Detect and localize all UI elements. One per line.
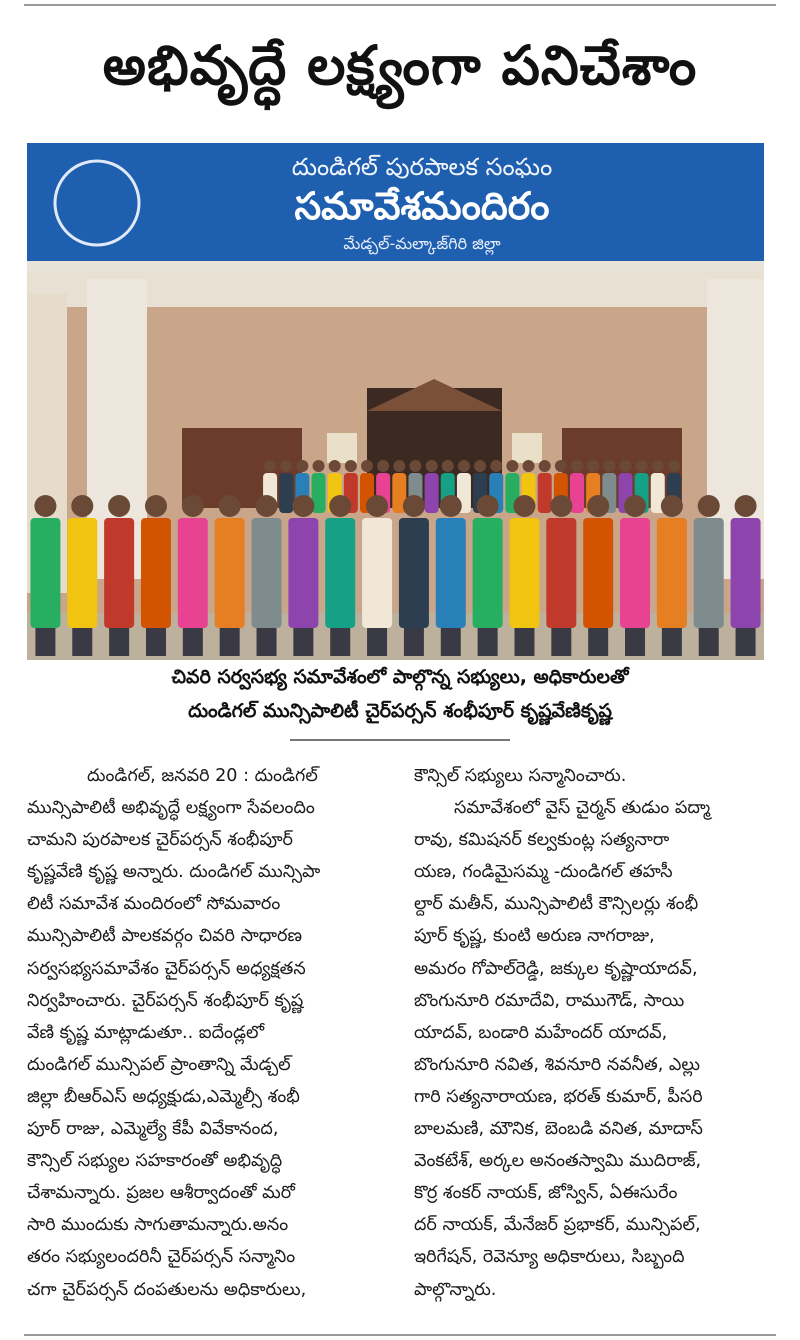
person-figure bbox=[546, 518, 576, 628]
person-legs bbox=[293, 628, 313, 656]
article-line: కౌన్సిల్ సభ్యులు సన్మానించారు. bbox=[414, 766, 627, 786]
headline: అభివృద్ధే లక్ష్యంగా పనిచేశాం bbox=[102, 34, 698, 97]
person-head bbox=[539, 460, 551, 472]
ground bbox=[27, 613, 764, 660]
article-line: కొర్ర శంకర్ నాయక్, జోస్విన్, ఏఈసురేం bbox=[414, 1183, 678, 1204]
person-head bbox=[661, 495, 683, 517]
article-line: పూర్ రాజు, ఎమ్మెల్యే కేపీ వివేకానంద, bbox=[27, 1119, 279, 1140]
article-line: ఇరిగేషన్, రెవెన్యూ అధికారులు, సిబ్బంది bbox=[414, 1247, 685, 1268]
person-legs bbox=[72, 628, 92, 656]
sign-line3: మేడ్చల్-మల్కాజ్‌గిరి జిల్లా bbox=[343, 234, 501, 253]
article-line: బాలమణి, మౌనిక, బెంబడి వనిత, మాదాస్ bbox=[414, 1119, 703, 1140]
caption-divider bbox=[290, 739, 510, 741]
person-head bbox=[256, 495, 278, 517]
person-head bbox=[490, 460, 502, 472]
article-line: చేశామన్నారు. ప్రజల ఆశీర్వాదంతో మరో bbox=[27, 1183, 295, 1204]
person-head bbox=[219, 495, 241, 517]
person-head bbox=[603, 460, 615, 472]
person-legs bbox=[109, 628, 129, 656]
person-figure bbox=[67, 518, 97, 628]
person-head bbox=[145, 495, 167, 517]
person-figure bbox=[141, 518, 171, 628]
person-legs bbox=[441, 628, 461, 656]
person-head bbox=[668, 460, 680, 472]
person-head bbox=[698, 495, 720, 517]
person-head bbox=[377, 460, 389, 472]
article-line: పాల్గొన్నారు. bbox=[414, 1279, 497, 1300]
article-line: లిటీ సమావేశ మందిరంలో సోమవారం bbox=[27, 894, 281, 915]
article-line: కృష్ణవేణి కృష్ణ అన్నారు. దుండిగల్ మున్సిపా bbox=[27, 862, 321, 883]
article-line: జిల్లా బీఆర్‌ఎస్ అధ్యక్షుడు,ఎమ్మెల్సీ శంభీ bbox=[27, 1086, 300, 1107]
person-legs bbox=[588, 628, 608, 656]
person-figure bbox=[279, 473, 293, 513]
person-legs bbox=[736, 628, 756, 656]
person-legs bbox=[146, 628, 166, 656]
person-head bbox=[474, 460, 486, 472]
person-legs bbox=[625, 628, 645, 656]
person-head bbox=[345, 460, 357, 472]
person-figure bbox=[30, 518, 60, 628]
person-head bbox=[329, 460, 341, 472]
news-photo bbox=[27, 143, 764, 660]
person-head bbox=[442, 460, 454, 472]
article-line: చగా చైర్‌పర్సన్ దంపతులను అధికారులు, bbox=[27, 1279, 307, 1300]
person-figure bbox=[538, 473, 552, 513]
person-figure bbox=[436, 518, 466, 628]
photo-caption-line1: చివరి సర్వసభ్య సమావేశంలో పాల్గొన్న సభ్యులు, అధికారులతో bbox=[171, 666, 629, 688]
person-figure bbox=[694, 518, 724, 628]
person-head bbox=[280, 460, 292, 472]
person-head bbox=[264, 460, 276, 472]
person-head bbox=[624, 495, 646, 517]
photo-caption-line2: దుండిగల్ మున్సిపాలిటీ చైర్‌పర్సన్ శంభీపూర్ కృష్ణవేణికృష్ణ bbox=[188, 700, 612, 722]
person-figure bbox=[362, 518, 392, 628]
article-line: దుండిగల్ మున్సిపల్ ప్రాంతాన్ని మేడ్చల్ bbox=[27, 1054, 291, 1075]
article-line: దుండిగల్, జనవరి 20 : దుండిగల్ bbox=[87, 766, 318, 786]
article-line: చామని పురపాలక చైర్‌పర్సన్ శంభీపూర్ bbox=[27, 830, 293, 851]
article-line: యణ, గండిమైసమ్మ -దుండిగల్ తహసీ bbox=[414, 862, 673, 883]
person-head bbox=[506, 460, 518, 472]
person-head bbox=[652, 460, 664, 472]
person-legs bbox=[478, 628, 498, 656]
person-figure bbox=[325, 518, 355, 628]
person-head bbox=[108, 495, 130, 517]
article-line: నిర్వహించారు. చైర్‌పర్సన్ శంభీపూర్ కృష్ణ bbox=[27, 990, 304, 1011]
person-figure bbox=[399, 518, 429, 628]
person-head bbox=[71, 495, 93, 517]
article-line: యాదవ్, బండారి మహేందర్ యాదవ్, bbox=[414, 1022, 668, 1043]
article-line: గారి సత్యనారాయణ, భరత్ కుమార్, పీసరి bbox=[414, 1086, 703, 1107]
article-line: మున్సిపాలిటీ అభివృద్ధే లక్ష్యంగా సేవలందిం bbox=[27, 798, 315, 819]
person-head bbox=[458, 460, 470, 472]
person-figure bbox=[178, 518, 208, 628]
top-rule bbox=[24, 4, 776, 6]
person-head bbox=[292, 495, 314, 517]
person-head bbox=[587, 460, 599, 472]
person-figure bbox=[509, 518, 539, 628]
person-head bbox=[587, 495, 609, 517]
person-head bbox=[403, 495, 425, 517]
person-figure bbox=[215, 518, 245, 628]
person-figure bbox=[252, 518, 282, 628]
person-legs bbox=[404, 628, 424, 656]
sign-line2: సమావేశమందిరం bbox=[294, 184, 550, 228]
article-column-left bbox=[27, 760, 382, 1306]
person-legs bbox=[220, 628, 240, 656]
person-head bbox=[393, 460, 405, 472]
person-head bbox=[523, 460, 535, 472]
person-head bbox=[555, 460, 567, 472]
person-figure bbox=[620, 518, 650, 628]
article-line: సారి ముందుకు సాగుతామన్నారు.అనం bbox=[27, 1215, 289, 1236]
person-head bbox=[296, 460, 308, 472]
person-legs bbox=[662, 628, 682, 656]
person-figure bbox=[288, 518, 318, 628]
person-head bbox=[409, 460, 421, 472]
person-head bbox=[440, 495, 462, 517]
article-line: రావు, కమిషనర్ కల్వకుంట్ల సత్యనారా bbox=[414, 830, 670, 851]
person-legs bbox=[35, 628, 55, 656]
article-line: తరం సభ్యులందరినీ చైర్‌పర్సన్ సన్మానిం bbox=[27, 1247, 296, 1268]
person-legs bbox=[699, 628, 719, 656]
article-line: కౌన్సిల్ సభ్యుల సహకారంతో అభివృద్ధి bbox=[27, 1151, 283, 1172]
person-head bbox=[619, 460, 631, 472]
article-line: పూర్ కృష్ణ, కుంటి అరుణ నాగరాజు, bbox=[414, 926, 655, 947]
person-legs bbox=[367, 628, 387, 656]
person-head bbox=[361, 460, 373, 472]
sign-line1: దుండిగల్ పురపాలక సంఘం bbox=[291, 153, 553, 181]
article-line: ల్దార్ మతీన్, మున్సిపాలిటీ కౌన్సిలర్లు శంభీ bbox=[414, 894, 699, 915]
person-figure bbox=[731, 518, 761, 628]
article-line: దర్ నాయక్, మేనేజర్ ప్రభాకర్, మున్సిపల్, bbox=[414, 1215, 701, 1236]
article-column-right bbox=[414, 760, 769, 1306]
person-head bbox=[636, 460, 648, 472]
person-legs bbox=[257, 628, 277, 656]
person-legs bbox=[551, 628, 571, 656]
person-figure bbox=[104, 518, 134, 628]
person-head bbox=[426, 460, 438, 472]
person-legs bbox=[514, 628, 534, 656]
person-head bbox=[571, 460, 583, 472]
article-line: బొంగునూరి రమాదేవి, రాముగౌడ్, సాయి bbox=[414, 990, 685, 1011]
person-head bbox=[513, 495, 535, 517]
person-head bbox=[550, 495, 572, 517]
person-head bbox=[366, 495, 388, 517]
article-line: మున్సిపాలిటీ పాలకవర్గం చివరి సాధారణ bbox=[27, 926, 302, 947]
person-head bbox=[477, 495, 499, 517]
person-figure bbox=[583, 518, 613, 628]
person-head bbox=[329, 495, 351, 517]
bottom-rule bbox=[24, 1334, 776, 1336]
person-legs bbox=[183, 628, 203, 656]
article-line: సమావేశంలో వైస్ చైర్మన్ తుడుం పద్మా bbox=[454, 798, 711, 819]
article-line: అమరం గోపాల్‌రెడ్డి, జక్కుల కృష్ణాయాదవ్, bbox=[414, 958, 698, 979]
person-head bbox=[735, 495, 757, 517]
person-figure bbox=[657, 518, 687, 628]
article-line: సర్వసభ్యసమావేశం చైర్‌పర్సన్ అధ్యక్షతన bbox=[27, 958, 306, 979]
person-figure bbox=[473, 518, 503, 628]
article-line: వెంకటేశ్, అర్కల అనంతస్వామి ముదిరాజ్, bbox=[414, 1151, 702, 1172]
article-line: బొంగునూరి నవిత, శివనూరి నవనీత, ఎల్లు bbox=[414, 1054, 700, 1075]
article-line: వేణి కృష్ణ మాట్లాడుతూ.. ఐదేండ్లలో bbox=[27, 1022, 265, 1043]
person-head bbox=[182, 495, 204, 517]
person-head bbox=[34, 495, 56, 517]
person-head bbox=[313, 460, 325, 472]
person-figure bbox=[425, 473, 439, 513]
person-legs bbox=[330, 628, 350, 656]
